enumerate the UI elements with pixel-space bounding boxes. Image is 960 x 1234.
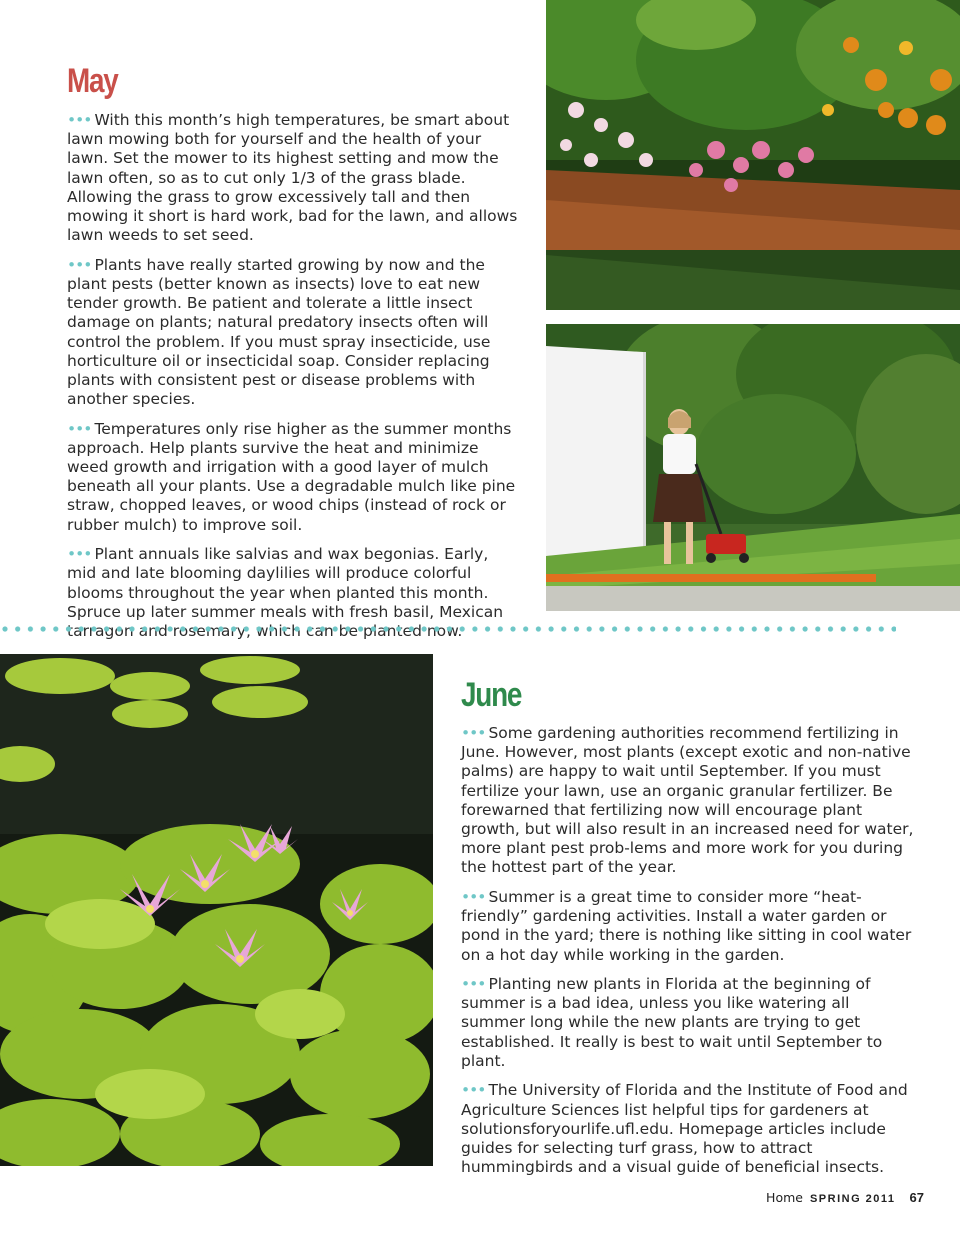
bullet-dots-icon: ••• — [461, 887, 486, 906]
dotted-divider-icon — [0, 624, 960, 634]
woman-mowing-photo — [546, 324, 960, 611]
bullet-dots-icon: ••• — [67, 255, 92, 274]
magazine-name: Home — [766, 1190, 803, 1205]
june-paragraph-1: ••• Some gardening authorities recommend fertilizing in June. However, most plants (except exotic and non-native palms) are happy to wait until September. If you must fertilize your lawn, use an organic granular fertilizer. Be forewarned that fertilizing now will encourage plant growth, but will also result in an increased need for water, more plant pest prob-lems and more work for you during the hottest part of the year. — [461, 724, 914, 877]
june-paragraph-4: ••• The University of Florida and the Institute of Food and Agriculture Sciences list helpful tips for gardeners at solutionsforyourlife.ufl.edu. Homepage articles include guides for selecting turf grass, how to attract hummingbirds and a visual guide of beneficial insects. — [461, 1081, 908, 1177]
may-paragraph-1: ••• With this month’s high temperatures, be smart about lawn mowing both for yourself and the health of your lawn. Set the mower to its highest setting and mow the lawn often, so as to cut only 1/3 of the grass blade. Allowing the grass to grow excessively tall and then mowing it short is hard work, bad for the lawn, and allows lawn weeds to set seed. — [67, 111, 518, 245]
bullet-dots-icon: ••• — [67, 545, 92, 564]
june-paragraph-2: ••• Summer is a great time to consider more “heat-friendly” gardening activities. Install a water garden or pond in the yard; there is nothing like sitting in cool water on a hot day while working in the garden. — [461, 887, 912, 964]
may-heading: May — [67, 62, 118, 100]
bullet-dots-icon: ••• — [461, 975, 486, 994]
bullet-dots-icon: ••• — [67, 419, 92, 438]
water-lily-photo — [0, 654, 433, 1166]
bullet-dots-icon: ••• — [461, 1081, 486, 1100]
may-paragraph-4: ••• Plant annuals like salvias and wax begonias. Early, mid and late blooming daylilies will produce colorful blooms throughout the year when planted this month. Spruce up later summer meals with fresh basil, Mexican — [67, 545, 504, 621]
page-number: 67 — [909, 1190, 924, 1205]
may-paragraph-2: ••• Plants have really started growing by now and the plant pests (better known as insects) love to eat new tender growth. Be patient and tolerate a little insect damage on plants; natural predatory insects often will control the problem. If you must spray insecticide, use horticulture oil or insecticidal soap. Consider replacing plants with consistent pest or disease problems with another species. — [67, 255, 491, 409]
bullet-dots-icon: ••• — [67, 111, 92, 129]
june-heading: June — [461, 676, 522, 714]
issue-season: SPRING 2011 — [809, 1193, 896, 1205]
june-paragraph-3: ••• Planting new plants in Florida at the beginning of summer is a bad idea, unless you like watering all summer long while the new plants are trying to get established. It really is best to wait until September to plant. — [461, 975, 883, 1070]
flower-bed-photo — [546, 0, 960, 310]
may-body — [67, 111, 519, 651]
page-footer — [766, 1190, 924, 1205]
june-body — [461, 724, 915, 1188]
may-paragraph-3: ••• Temperatures only rise higher as the summer months approach. Help plants survive the heat and minimize weed growth and irrigation with a good layer of mulch beneath all your plants. Use a degradable mulch like pine straw, chopped leaves, or wood chips (instead of rock or rubber mulch) to improve soil. — [67, 419, 516, 534]
bullet-dots-icon: ••• — [461, 724, 486, 742]
